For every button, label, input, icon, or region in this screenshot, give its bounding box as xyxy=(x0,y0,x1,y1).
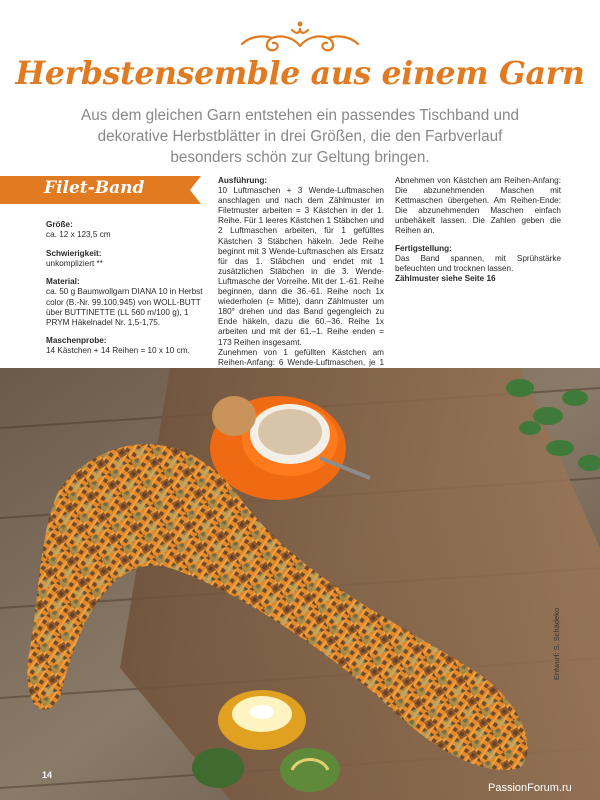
product-photo xyxy=(0,368,600,800)
instructions-column-2 xyxy=(395,176,561,284)
ornament-flourish-icon xyxy=(238,16,362,60)
size-heading: Größe: xyxy=(46,220,73,229)
photo-credit: Entwurf: S. Schädeko xyxy=(552,607,561,680)
finishing-heading: Fertigstellung: xyxy=(395,243,452,253)
chart-reference: Zählmuster siehe Seite 16 xyxy=(395,273,496,283)
gauge-value: 14 Kästchen + 14 Reihen = 10 x 10 cm. xyxy=(46,346,190,356)
gauge-heading: Maschenprobe: xyxy=(46,336,107,346)
photo-illustration xyxy=(0,368,600,800)
finishing-text: Das Band spannen, mit Sprühstärke befeuchten und trocknen lassen. xyxy=(395,253,561,273)
size-value: ca. 12 x 123,5 cm xyxy=(46,230,111,240)
article-subtitle: Aus dem gleichen Garn entstehen ein passendes Tischband und dekorative Herbstblätter in drei Größen, die den Farbverlauf besonders schön zur Geltung bringen. xyxy=(81,107,519,166)
page-number: 14 xyxy=(42,770,53,780)
article-title: Herbstensemble aus einem Garn xyxy=(15,55,585,92)
execution-heading: Ausführung: xyxy=(218,176,268,185)
difficulty-value: unkompliziert ** xyxy=(46,258,103,268)
section-band xyxy=(0,176,201,204)
difficulty-heading: Schwierigkeit: xyxy=(46,248,102,258)
section-label: Filet-Band xyxy=(44,178,145,198)
watermark: PassionForum.ru xyxy=(488,782,572,794)
decrease-text: Abnehmen von Kästchen am Reihen-Anfang: Die abzunehmenden Maschen mit Kettmaschen übergehen. Am Reihen-Ende: Die abzunehmenden Maschen einfach unbehäkelt lassen. Die Zahlen geben die Reihen an. xyxy=(395,176,561,236)
material-heading: Material: xyxy=(46,277,80,287)
specs-column xyxy=(46,220,206,365)
increase-text: Zunehmen von 1 gefüllten Kästchen am Reihen-Anfang: 6 Wende-Luftmaschen, je 1 xyxy=(218,347,384,367)
material-value: ca. 50 g Baumwollgarn DIANA 10 in Herbst color (B.-Nr. 99.100.945) von WOLL-BUTT über BUTTINETTE (LL 560 m/100 g), 1 PRYM Häkelnadel Nr. 1,5-1,75. xyxy=(46,287,203,327)
section-band-notch xyxy=(190,176,201,204)
execution-text: 10 Luftmaschen + 3 Wende-Luftmaschen anschlagen und nach dem Zählmuster im Filetmuster arbeiten = 3 Kästchen in der 1. Reihe. Für 1 leeres Kästchen 1 Stäbchen und 2 Luftmaschen arbeiten, für 1 gefülltes Kästchen 3 Stäbchen häkeln. Jede Reihe beginnt mit 3 Wende-Luftmaschen als Ersatz für das 1. Stäbchen und endet mit 1 zusätzlichen Stäbchen in die 3. Wende-Luftmasche der Vorreihe. Mit der 1.-61. Reihe beginnen, dann die 36.-61. Reihe noch 1x wiederholen (= Mitte), dann Zählmuster um 180° drehen und das Band gegengleich zu Ende häkeln, dazu die 60.–36. Reihe 1x arbeiten und mit der 61.–1. Reihe enden = 173 Reihen insgesamt. xyxy=(218,186,384,347)
